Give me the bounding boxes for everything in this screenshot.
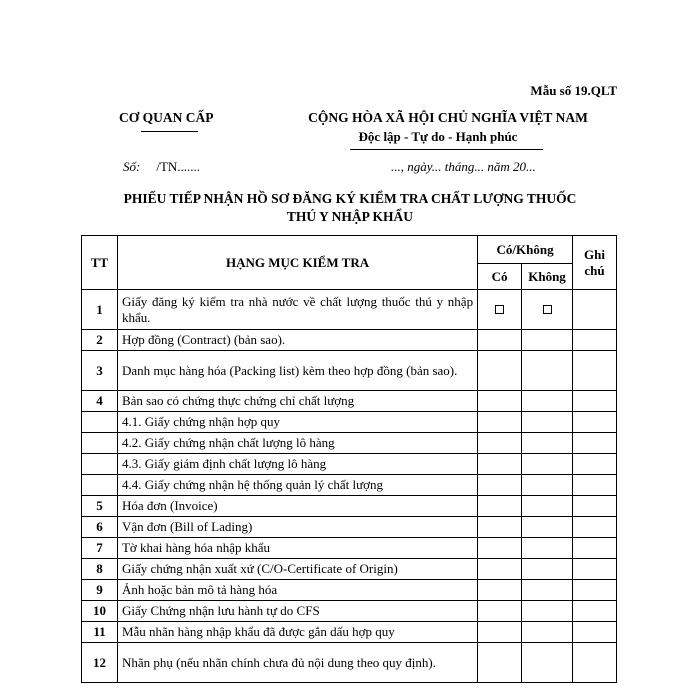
table-row xyxy=(82,643,617,683)
yes-cell[interactable] xyxy=(478,475,522,496)
row-number xyxy=(82,433,118,454)
table-row xyxy=(82,391,617,412)
note-cell[interactable] xyxy=(573,454,617,475)
table-row xyxy=(82,622,617,643)
no-cell[interactable] xyxy=(522,580,573,601)
document-title xyxy=(60,190,640,226)
agency-underline xyxy=(141,131,198,132)
national-motto: Độc lập - Tự do - Hạnh phúc xyxy=(358,129,518,144)
motto-underline xyxy=(350,149,543,150)
yes-cell[interactable] xyxy=(478,643,522,683)
yes-cell[interactable] xyxy=(478,412,522,433)
row-number: 12 xyxy=(82,643,118,683)
table-row xyxy=(82,538,617,559)
row-number: 6 xyxy=(82,517,118,538)
yes-cell[interactable] xyxy=(478,433,522,454)
note-cell[interactable] xyxy=(573,643,617,683)
row-number: 10 xyxy=(82,601,118,622)
table-row xyxy=(82,601,617,622)
document-number xyxy=(123,159,200,175)
row-number: 3 xyxy=(82,351,118,391)
row-number xyxy=(82,475,118,496)
no-cell[interactable] xyxy=(522,391,573,412)
row-item: Bản sao có chứng thực chứng chỉ chất lượng xyxy=(117,391,477,412)
issuing-agency: CƠ QUAN CẤP xyxy=(119,110,214,125)
table-row xyxy=(82,496,617,517)
note-cell[interactable] xyxy=(573,475,617,496)
table-row xyxy=(82,454,617,475)
row-item: Hóa đơn (Invoice) xyxy=(117,496,477,517)
row-item: Ảnh hoặc bản mô tả hàng hóa xyxy=(117,580,477,601)
inspection-checklist-table xyxy=(81,235,617,683)
date-line: ..., ngày... tháng... năm 20... xyxy=(391,159,536,174)
table-row xyxy=(82,559,617,580)
form-number: Mẫu số 19.QLT xyxy=(530,83,617,98)
row-number: 4 xyxy=(82,391,118,412)
yes-cell[interactable] xyxy=(478,517,522,538)
table-row xyxy=(82,433,617,454)
row-item: 4.3. Giấy giám định chất lượng lô hàng xyxy=(117,454,477,475)
table-row xyxy=(82,475,617,496)
header-yes: Có xyxy=(478,264,522,290)
note-cell[interactable] xyxy=(573,433,617,454)
note-cell[interactable] xyxy=(573,391,617,412)
title-line-2: THÚ Y NHẬP KHẨU xyxy=(286,209,414,224)
row-item: Giấy Chứng nhận lưu hành tự do CFS xyxy=(117,601,477,622)
row-number: 5 xyxy=(82,496,118,517)
yes-cell[interactable] xyxy=(478,559,522,580)
row-number: 11 xyxy=(82,622,118,643)
header-tt: TT xyxy=(82,236,118,290)
row-item: Nhãn phụ (nếu nhãn chính chưa đủ nội dung theo quy định). xyxy=(117,643,477,683)
yes-cell[interactable] xyxy=(478,496,522,517)
no-cell[interactable] xyxy=(522,475,573,496)
no-cell[interactable] xyxy=(522,351,573,391)
yes-cell[interactable] xyxy=(478,391,522,412)
row-item: Vận đơn (Bill of Lading) xyxy=(117,517,477,538)
header-no: Không xyxy=(522,264,573,290)
yes-cell[interactable] xyxy=(478,330,522,351)
row-number: 8 xyxy=(82,559,118,580)
row-number: 2 xyxy=(82,330,118,351)
row-number: 7 xyxy=(82,538,118,559)
yes-cell[interactable] xyxy=(478,580,522,601)
header-item: HẠNG MỤC KIỂM TRA xyxy=(117,236,477,290)
no-cell[interactable] xyxy=(522,454,573,475)
yes-cell[interactable] xyxy=(478,290,522,330)
no-cell[interactable] xyxy=(522,412,573,433)
row-number xyxy=(82,454,118,475)
title-line-1: PHIẾU TIẾP NHẬN HỒ SƠ ĐĂNG KÝ KIỂM TRA CHẤT LƯỢNG THUỐC xyxy=(123,191,577,206)
note-cell[interactable] xyxy=(573,330,617,351)
table-row xyxy=(82,330,617,351)
header-note: Ghi chú xyxy=(573,236,617,290)
no-cell[interactable] xyxy=(522,290,573,330)
note-cell[interactable] xyxy=(573,559,617,580)
table-row xyxy=(82,517,617,538)
row-number: 9 xyxy=(82,580,118,601)
no-cell[interactable] xyxy=(522,517,573,538)
table-row xyxy=(82,580,617,601)
note-cell[interactable] xyxy=(573,351,617,391)
no-cell[interactable] xyxy=(522,538,573,559)
note-cell[interactable] xyxy=(573,412,617,433)
yes-cell[interactable] xyxy=(478,538,522,559)
row-item: Hợp đồng (Contract) (bản sao). xyxy=(117,330,477,351)
no-cell[interactable] xyxy=(522,433,573,454)
yes-cell[interactable] xyxy=(478,351,522,391)
note-cell[interactable] xyxy=(573,601,617,622)
no-cell[interactable] xyxy=(522,601,573,622)
note-cell[interactable] xyxy=(573,580,617,601)
note-cell[interactable] xyxy=(573,538,617,559)
table-row xyxy=(82,351,617,391)
note-cell[interactable] xyxy=(573,622,617,643)
row-number xyxy=(82,412,118,433)
no-cell[interactable] xyxy=(522,622,573,643)
row-item: Tờ khai hàng hóa nhập khẩu xyxy=(117,538,477,559)
note-cell[interactable] xyxy=(573,290,617,330)
header-yes-no: Có/Không xyxy=(478,236,573,264)
yes-cell[interactable] xyxy=(478,601,522,622)
yes-cell[interactable] xyxy=(478,622,522,643)
row-item: 4.1. Giấy chứng nhận hợp quy xyxy=(117,412,477,433)
row-item: Danh mục hàng hóa (Packing list) kèm theo hợp đồng (bản sao). xyxy=(117,351,477,391)
yes-cell[interactable] xyxy=(478,454,522,475)
row-item: Giấy chứng nhận xuất xứ (C/O-Certificate of Origin) xyxy=(117,559,477,580)
number-label: Số: xyxy=(123,159,141,174)
no-checkbox[interactable] xyxy=(543,305,552,314)
no-cell[interactable] xyxy=(522,643,573,683)
row-item: Giấy đăng ký kiểm tra nhà nước về chất lượng thuốc thú y nhập khẩu. xyxy=(117,290,477,330)
no-cell[interactable] xyxy=(522,496,573,517)
number-value: /TN....... xyxy=(156,159,201,174)
note-cell[interactable] xyxy=(573,517,617,538)
no-cell[interactable] xyxy=(522,330,573,351)
table-row xyxy=(82,412,617,433)
no-cell[interactable] xyxy=(522,559,573,580)
row-item: 4.2. Giấy chứng nhận chất lượng lô hàng xyxy=(117,433,477,454)
row-item: 4.4. Giấy chứng nhận hệ thống quản lý chất lượng xyxy=(117,475,477,496)
row-number: 1 xyxy=(82,290,118,330)
national-title: CỘNG HÒA XÃ HỘI CHỦ NGHĨA VIỆT NAM xyxy=(308,110,588,125)
table-row xyxy=(82,290,617,330)
yes-checkbox[interactable] xyxy=(495,305,504,314)
note-cell[interactable] xyxy=(573,496,617,517)
row-item: Mẫu nhãn hàng nhập khẩu đã được gắn dấu hợp quy xyxy=(117,622,477,643)
